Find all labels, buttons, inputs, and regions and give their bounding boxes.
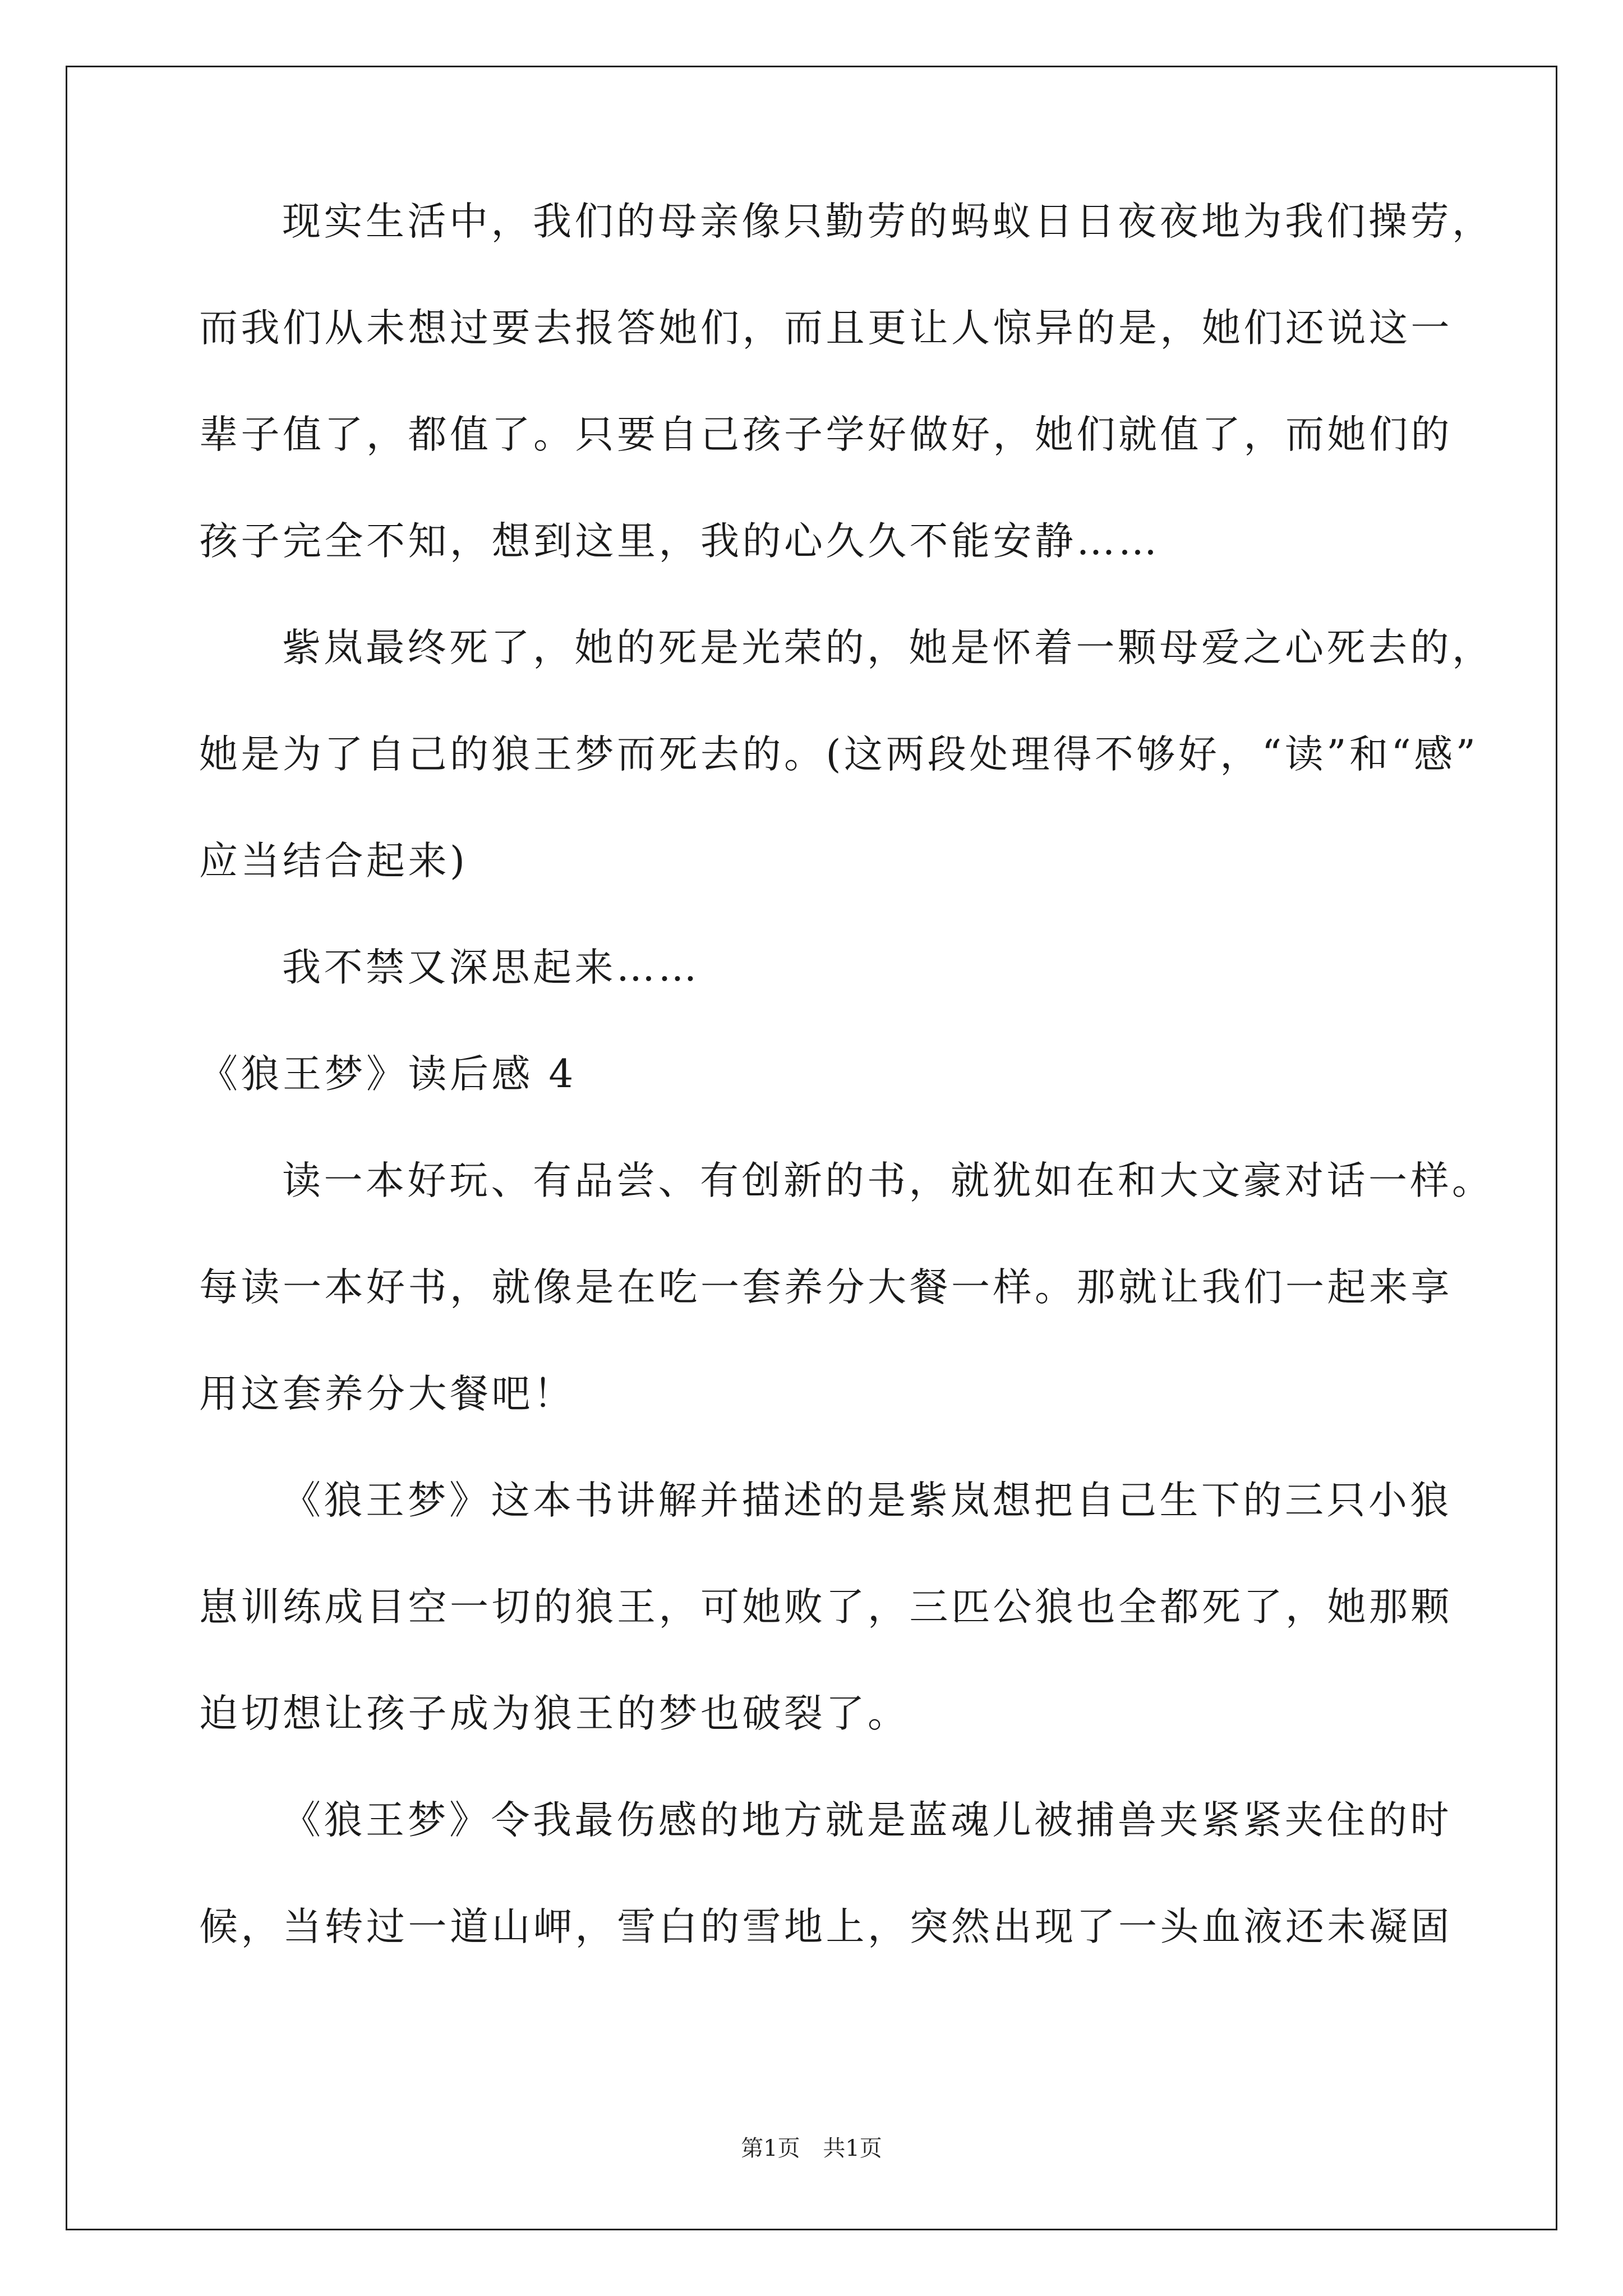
paragraph-line: 读一本好玩、有品尝、有创新的书，就犹如在和大文豪对话一样。 — [282, 1158, 1494, 1203]
paragraph-line: 迫切想让孩子成为狼王的梦也破裂了。 — [199, 1691, 910, 1736]
total-page-count: 共1页 — [823, 2136, 882, 2161]
paragraph-line: 应当结合起来) — [199, 839, 468, 884]
paragraph-line: 《狼王梦》令我最伤感的地方就是蓝魂儿被捕兽夹紧紧夹住的时 — [282, 1798, 1452, 1843]
current-page-number: 第1页 — [741, 2136, 800, 2161]
paragraph-line: 而我们从未想过要去报答她们，而且更让人惊异的是，她们还说这一 — [199, 306, 1453, 351]
page-footer — [0, 2132, 1623, 2165]
paragraph-line: 紫岚最终死了，她的死是光荣的，她是怀着一颗母爱之心死去的， — [282, 625, 1494, 670]
paragraph-line: 辈子值了，都值了。只要自己孩子学好做好，她们就值了，而她们的 — [199, 412, 1453, 457]
paragraph-line: 用这套养分大餐吧！ — [199, 1372, 575, 1416]
section-heading: 《狼王梦》读后感 4 — [199, 1052, 577, 1097]
paragraph-line: 她是为了自己的狼王梦而死去的。(这两段处理得不够好，“读”和“感” — [199, 732, 1479, 777]
paragraph-line: 孩子完全不知，想到这里，我的心久久不能安静…… — [199, 519, 1160, 564]
paragraph-line: 崽训练成目空一切的狼王，可她败了，三匹公狼也全都死了，她那颗 — [199, 1585, 1453, 1630]
paragraph-line: 候，当转过一道山岬，雪白的雪地上，突然出现了一头血液还未凝固 — [199, 1904, 1453, 1949]
paragraph-line: 我不禁又深思起来…… — [282, 945, 700, 990]
paragraph-line: 每读一本好书，就像是在吃一套养分大餐一样。那就让我们一起来享 — [199, 1265, 1453, 1310]
paragraph-line: 《狼王梦》这本书讲解并描述的是紫岚想把自己生下的三只小狼 — [282, 1478, 1452, 1523]
paragraph-line: 现实生活中，我们的母亲像只勤劳的蚂蚁日日夜夜地为我们操劳， — [282, 199, 1494, 244]
